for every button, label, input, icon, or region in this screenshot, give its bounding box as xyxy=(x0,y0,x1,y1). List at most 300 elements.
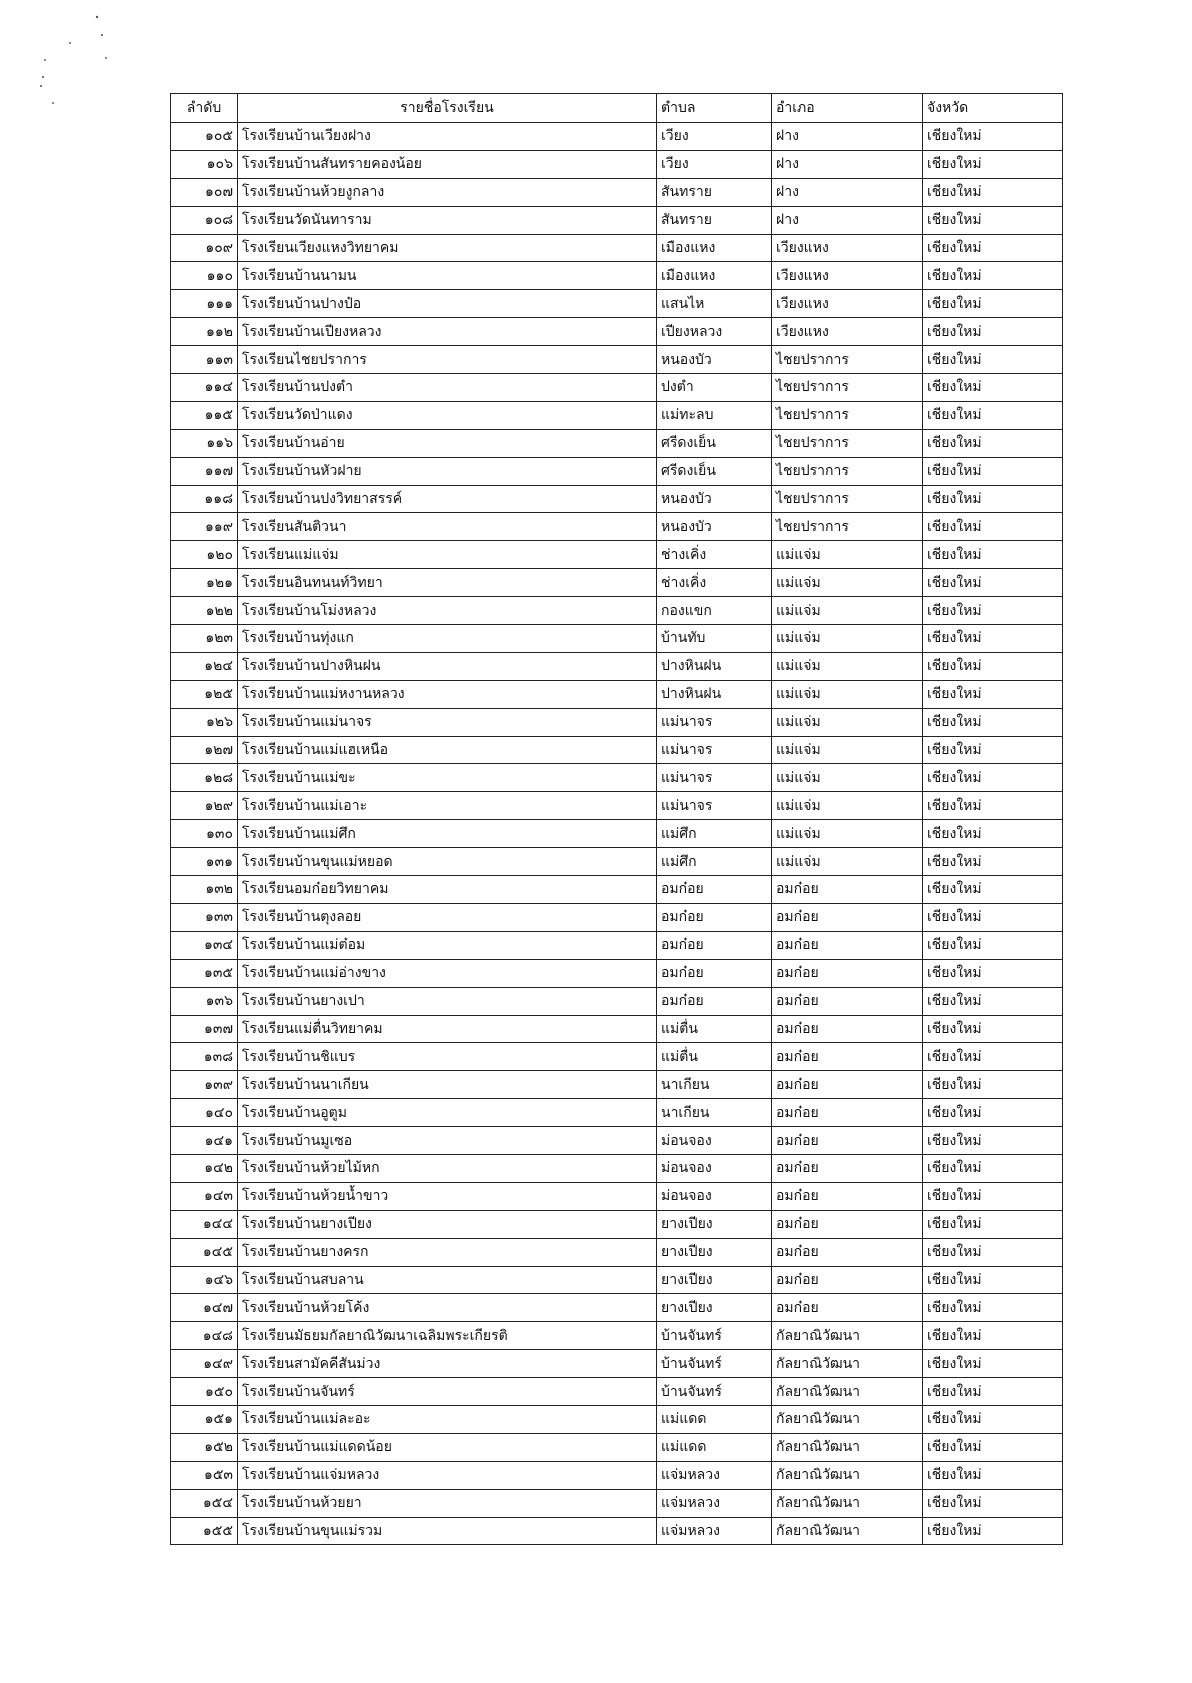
district: กัลยาณิวัฒนา xyxy=(772,1378,923,1406)
school-name: โรงเรียนบ้านนาเกียน xyxy=(238,1071,657,1099)
table-row xyxy=(171,1461,1063,1489)
row-number: ๑๐๕ xyxy=(171,123,238,151)
district: แม่แจ่ม xyxy=(772,820,923,848)
row-number: ๑๔๖ xyxy=(171,1266,238,1294)
province: เชียงใหม่ xyxy=(923,150,1063,178)
school-name: โรงเรียนบ้านแม่อ่างขาง xyxy=(238,959,657,987)
table-row xyxy=(171,429,1063,457)
subdistrict: ศรีดงเย็น xyxy=(657,457,772,485)
district: แม่แจ่ม xyxy=(772,708,923,736)
subdistrict: บ้านจันทร์ xyxy=(657,1350,772,1378)
district: แม่แจ่ม xyxy=(772,680,923,708)
district: กัลยาณิวัฒนา xyxy=(772,1489,923,1517)
row-number: ๑๕๑ xyxy=(171,1405,238,1433)
subdistrict: ช่างเคิ่ง xyxy=(657,541,772,569)
province: เชียงใหม่ xyxy=(923,401,1063,429)
table-row xyxy=(171,848,1063,876)
district: ไชยปราการ xyxy=(772,346,923,374)
district: แม่แจ่ม xyxy=(772,597,923,625)
row-number: ๑๒๑ xyxy=(171,569,238,597)
table-row xyxy=(171,1043,1063,1071)
subdistrict: ยางเปียง xyxy=(657,1238,772,1266)
subdistrict: หนองบัว xyxy=(657,346,772,374)
district: อมก๋อย xyxy=(772,1182,923,1210)
table-row xyxy=(171,485,1063,513)
province: เชียงใหม่ xyxy=(923,206,1063,234)
province: เชียงใหม่ xyxy=(923,1071,1063,1099)
province: เชียงใหม่ xyxy=(923,1294,1063,1322)
row-number: ๑๔๓ xyxy=(171,1182,238,1210)
row-number: ๑๑๒ xyxy=(171,318,238,346)
row-number: ๑๓๕ xyxy=(171,959,238,987)
district: ฝาง xyxy=(772,178,923,206)
school-name: โรงเรียนบ้านปางป๋อ xyxy=(238,290,657,318)
school-name: โรงเรียนบ้านปงวิทยาสรรค์ xyxy=(238,485,657,513)
row-number: ๑๒๓ xyxy=(171,625,238,653)
table-row xyxy=(171,513,1063,541)
subdistrict: ปางหินฝน xyxy=(657,652,772,680)
province: เชียงใหม่ xyxy=(923,1182,1063,1210)
table-row xyxy=(171,931,1063,959)
province: เชียงใหม่ xyxy=(923,1099,1063,1127)
school-name: โรงเรียนบ้านห้วยโค้ง xyxy=(238,1294,657,1322)
table-row xyxy=(171,1210,1063,1238)
subdistrict: บ้านจันทร์ xyxy=(657,1322,772,1350)
table-row xyxy=(171,820,1063,848)
province: เชียงใหม่ xyxy=(923,123,1063,151)
school-name: โรงเรียนไชยปราการ xyxy=(238,346,657,374)
table-row xyxy=(171,401,1063,429)
province: เชียงใหม่ xyxy=(923,1238,1063,1266)
table-row xyxy=(171,1071,1063,1099)
table-row xyxy=(171,234,1063,262)
row-number: ๑๔๘ xyxy=(171,1322,238,1350)
subdistrict: สันทราย xyxy=(657,206,772,234)
school-name: โรงเรียนบ้านแม่นาจร xyxy=(238,708,657,736)
subdistrict: แจ่มหลวง xyxy=(657,1489,772,1517)
table-row xyxy=(171,569,1063,597)
subdistrict: เมืองแหง xyxy=(657,234,772,262)
table-row xyxy=(171,178,1063,206)
table-row xyxy=(171,736,1063,764)
header-province: จังหวัด xyxy=(923,94,1063,123)
district: ฝาง xyxy=(772,206,923,234)
district: แม่แจ่ม xyxy=(772,652,923,680)
row-number: ๑๓๑ xyxy=(171,848,238,876)
table-row xyxy=(171,206,1063,234)
subdistrict: แม่ตื่น xyxy=(657,1015,772,1043)
table-row xyxy=(171,457,1063,485)
province: เชียงใหม่ xyxy=(923,541,1063,569)
school-name: โรงเรียนบ้านห้วยไม้หก xyxy=(238,1154,657,1182)
district: อมก๋อย xyxy=(772,903,923,931)
province: เชียงใหม่ xyxy=(923,178,1063,206)
school-name: โรงเรียนอินทนนท์วิทยา xyxy=(238,569,657,597)
table-row xyxy=(171,876,1063,904)
school-name: โรงเรียนบ้านแม่เอาะ xyxy=(238,792,657,820)
province: เชียงใหม่ xyxy=(923,1433,1063,1461)
province: เชียงใหม่ xyxy=(923,848,1063,876)
district: แม่แจ่ม xyxy=(772,625,923,653)
school-name: โรงเรียนบ้านจันทร์ xyxy=(238,1378,657,1406)
header-number: ลำดับ xyxy=(171,94,238,123)
subdistrict: เวียง xyxy=(657,150,772,178)
row-number: ๑๓๒ xyxy=(171,876,238,904)
district: ฝาง xyxy=(772,150,923,178)
row-number: ๑๓๔ xyxy=(171,931,238,959)
subdistrict: แม่แดด xyxy=(657,1433,772,1461)
district: อมก๋อย xyxy=(772,1099,923,1127)
table-row xyxy=(171,318,1063,346)
table-row xyxy=(171,1350,1063,1378)
district: กัลยาณิวัฒนา xyxy=(772,1517,923,1545)
school-name: โรงเรียนบ้านอูตูม xyxy=(238,1099,657,1127)
district: อมก๋อย xyxy=(772,987,923,1015)
row-number: ๑๒๖ xyxy=(171,708,238,736)
row-number: ๑๔๙ xyxy=(171,1350,238,1378)
province: เชียงใหม่ xyxy=(923,1043,1063,1071)
table-row xyxy=(171,903,1063,931)
school-name: โรงเรียนบ้านแม่ศึก xyxy=(238,820,657,848)
subdistrict: เมืองแหง xyxy=(657,262,772,290)
school-name: โรงเรียนบ้านยางเปียง xyxy=(238,1210,657,1238)
province: เชียงใหม่ xyxy=(923,597,1063,625)
table-row xyxy=(171,541,1063,569)
school-name: โรงเรียนบ้านห้วยน้ำขาว xyxy=(238,1182,657,1210)
school-name: โรงเรียนบ้านตุงลอย xyxy=(238,903,657,931)
subdistrict: นาเกียน xyxy=(657,1071,772,1099)
table-row xyxy=(171,1517,1063,1545)
district: ไชยปราการ xyxy=(772,374,923,402)
province: เชียงใหม่ xyxy=(923,987,1063,1015)
subdistrict: แม่ทะลบ xyxy=(657,401,772,429)
row-number: ๑๕๕ xyxy=(171,1517,238,1545)
row-number: ๑๑๔ xyxy=(171,374,238,402)
province: เชียงใหม่ xyxy=(923,1350,1063,1378)
province: เชียงใหม่ xyxy=(923,485,1063,513)
subdistrict: อมก๋อย xyxy=(657,987,772,1015)
row-number: ๑๓๓ xyxy=(171,903,238,931)
row-number: ๑๓๖ xyxy=(171,987,238,1015)
district: อมก๋อย xyxy=(772,1266,923,1294)
table-row xyxy=(171,597,1063,625)
district: กัลยาณิวัฒนา xyxy=(772,1433,923,1461)
row-number: ๑๔๐ xyxy=(171,1099,238,1127)
table-row xyxy=(171,374,1063,402)
subdistrict: ยางเปียง xyxy=(657,1266,772,1294)
school-list-table xyxy=(170,93,1063,1545)
subdistrict: ปงตำ xyxy=(657,374,772,402)
province: เชียงใหม่ xyxy=(923,1154,1063,1182)
table-row xyxy=(171,1015,1063,1043)
row-number: ๑๓๙ xyxy=(171,1071,238,1099)
row-number: ๑๑๗ xyxy=(171,457,238,485)
school-name: โรงเรียนบ้านขุนแม่หยอด xyxy=(238,848,657,876)
subdistrict: แม่ตื่น xyxy=(657,1043,772,1071)
district: ไชยปราการ xyxy=(772,485,923,513)
province: เชียงใหม่ xyxy=(923,1127,1063,1155)
district: อมก๋อย xyxy=(772,959,923,987)
district: อมก๋อย xyxy=(772,1043,923,1071)
school-name: โรงเรียนบ้านแม่ต๋อม xyxy=(238,931,657,959)
row-number: ๑๑๐ xyxy=(171,262,238,290)
row-number: ๑๕๐ xyxy=(171,1378,238,1406)
province: เชียงใหม่ xyxy=(923,234,1063,262)
header-school-name: รายชื่อโรงเรียน xyxy=(238,94,657,123)
table-row xyxy=(171,1405,1063,1433)
school-name: โรงเรียนสามัคคีสันม่วง xyxy=(238,1350,657,1378)
school-name: โรงเรียนบ้านสบลาน xyxy=(238,1266,657,1294)
district: ไชยปราการ xyxy=(772,401,923,429)
province: เชียงใหม่ xyxy=(923,262,1063,290)
district: อมก๋อย xyxy=(772,1015,923,1043)
row-number: ๑๑๙ xyxy=(171,513,238,541)
subdistrict: แม่นาจร xyxy=(657,708,772,736)
school-name: โรงเรียนบ้านห้วยยา xyxy=(238,1489,657,1517)
row-number: ๑๑๘ xyxy=(171,485,238,513)
subdistrict: บ้านทับ xyxy=(657,625,772,653)
row-number: ๑๐๗ xyxy=(171,178,238,206)
district: อมก๋อย xyxy=(772,931,923,959)
subdistrict: นาเกียน xyxy=(657,1099,772,1127)
subdistrict: อมก๋อย xyxy=(657,903,772,931)
school-name: โรงเรียนเวียงแหงวิทยาคม xyxy=(238,234,657,262)
province: เชียงใหม่ xyxy=(923,429,1063,457)
province: เชียงใหม่ xyxy=(923,1517,1063,1545)
subdistrict: ม่อนจอง xyxy=(657,1154,772,1182)
row-number: ๑๕๓ xyxy=(171,1461,238,1489)
subdistrict: ม่อนจอง xyxy=(657,1127,772,1155)
school-name: โรงเรียนบ้านขุนแม่รวม xyxy=(238,1517,657,1545)
school-name: โรงเรียนบ้านแม่แดดน้อย xyxy=(238,1433,657,1461)
province: เชียงใหม่ xyxy=(923,569,1063,597)
table-row xyxy=(171,652,1063,680)
row-number: ๑๐๘ xyxy=(171,206,238,234)
province: เชียงใหม่ xyxy=(923,1210,1063,1238)
district: อมก๋อย xyxy=(772,1238,923,1266)
province: เชียงใหม่ xyxy=(923,1266,1063,1294)
province: เชียงใหม่ xyxy=(923,374,1063,402)
district: อมก๋อย xyxy=(772,1127,923,1155)
school-name: โรงเรียนแม่แจ่ม xyxy=(238,541,657,569)
district: แม่แจ่ม xyxy=(772,792,923,820)
table-row xyxy=(171,1182,1063,1210)
subdistrict: ศรีดงเย็น xyxy=(657,429,772,457)
district: กัลยาณิวัฒนา xyxy=(772,1461,923,1489)
school-name: โรงเรียนสันติวนา xyxy=(238,513,657,541)
school-name: โรงเรียนบ้านห้วยงูกลาง xyxy=(238,178,657,206)
table-body xyxy=(171,123,1063,1545)
row-number: ๑๓๗ xyxy=(171,1015,238,1043)
subdistrict: ช่างเคิ่ง xyxy=(657,569,772,597)
row-number: ๑๔๒ xyxy=(171,1154,238,1182)
district: กัลยาณิวัฒนา xyxy=(772,1405,923,1433)
row-number: ๑๐๖ xyxy=(171,150,238,178)
province: เชียงใหม่ xyxy=(923,1461,1063,1489)
row-number: ๑๒๙ xyxy=(171,792,238,820)
table-row xyxy=(171,123,1063,151)
row-number: ๑๑๓ xyxy=(171,346,238,374)
subdistrict: เปียงหลวง xyxy=(657,318,772,346)
row-number: ๑๔๔ xyxy=(171,1210,238,1238)
province: เชียงใหม่ xyxy=(923,513,1063,541)
subdistrict: อมก๋อย xyxy=(657,931,772,959)
school-name: โรงเรียนบ้านแจ่มหลวง xyxy=(238,1461,657,1489)
district: อมก๋อย xyxy=(772,1071,923,1099)
school-name: โรงเรียนบ้านชิแบร xyxy=(238,1043,657,1071)
header-subdistrict: ตำบล xyxy=(657,94,772,123)
district: แม่แจ่ม xyxy=(772,764,923,792)
table-row xyxy=(171,1489,1063,1517)
province: เชียงใหม่ xyxy=(923,1405,1063,1433)
district: ไชยปราการ xyxy=(772,457,923,485)
table-row xyxy=(171,708,1063,736)
province: เชียงใหม่ xyxy=(923,820,1063,848)
subdistrict: อมก๋อย xyxy=(657,876,772,904)
subdistrict: แจ่มหลวง xyxy=(657,1517,772,1545)
subdistrict: แม่แดด xyxy=(657,1405,772,1433)
school-name: โรงเรียนบ้านหัวฝาย xyxy=(238,457,657,485)
school-name: โรงเรียนวัดนันทาราม xyxy=(238,206,657,234)
school-name: โรงเรียนบ้านเปียงหลวง xyxy=(238,318,657,346)
province: เชียงใหม่ xyxy=(923,1015,1063,1043)
row-number: ๑๐๙ xyxy=(171,234,238,262)
subdistrict: แจ่มหลวง xyxy=(657,1461,772,1489)
table-header-row xyxy=(171,94,1063,123)
subdistrict: กองแขก xyxy=(657,597,772,625)
table-row xyxy=(171,987,1063,1015)
school-name: โรงเรียนบ้านแม่แฮเหนือ xyxy=(238,736,657,764)
school-name: โรงเรียนบ้านสันทรายคองน้อย xyxy=(238,150,657,178)
district: แม่แจ่ม xyxy=(772,569,923,597)
subdistrict: เวียง xyxy=(657,123,772,151)
province: เชียงใหม่ xyxy=(923,959,1063,987)
province: เชียงใหม่ xyxy=(923,457,1063,485)
district: ไชยปราการ xyxy=(772,429,923,457)
table-row xyxy=(171,262,1063,290)
province: เชียงใหม่ xyxy=(923,764,1063,792)
district: ไชยปราการ xyxy=(772,513,923,541)
province: เชียงใหม่ xyxy=(923,736,1063,764)
subdistrict: แม่ศึก xyxy=(657,820,772,848)
district: กัลยาณิวัฒนา xyxy=(772,1350,923,1378)
school-name: โรงเรียนบ้านอ่าย xyxy=(238,429,657,457)
school-name: โรงเรียนบ้านยางเปา xyxy=(238,987,657,1015)
row-number: ๑๒๕ xyxy=(171,680,238,708)
province: เชียงใหม่ xyxy=(923,625,1063,653)
row-number: ๑๓๐ xyxy=(171,820,238,848)
school-name: โรงเรียนมัธยมกัลยาณิวัฒนาเฉลิมพระเกียรติ xyxy=(238,1322,657,1350)
school-name: โรงเรียนแม่ตื่นวิทยาคม xyxy=(238,1015,657,1043)
table-row xyxy=(171,1294,1063,1322)
subdistrict: แม่ศึก xyxy=(657,848,772,876)
district: อมก๋อย xyxy=(772,1210,923,1238)
province: เชียงใหม่ xyxy=(923,1322,1063,1350)
table-row xyxy=(171,680,1063,708)
district: อมก๋อย xyxy=(772,1294,923,1322)
subdistrict: ปางหินฝน xyxy=(657,680,772,708)
table-row xyxy=(171,1433,1063,1461)
school-name: โรงเรียนบ้านยางครก xyxy=(238,1238,657,1266)
district: เวียงแหง xyxy=(772,234,923,262)
row-number: ๑๑๕ xyxy=(171,401,238,429)
school-name: โรงเรียนบ้านปางหินฝน xyxy=(238,652,657,680)
table-row xyxy=(171,1127,1063,1155)
subdistrict: สันทราย xyxy=(657,178,772,206)
table-row xyxy=(171,1322,1063,1350)
row-number: ๑๒๔ xyxy=(171,652,238,680)
province: เชียงใหม่ xyxy=(923,876,1063,904)
row-number: ๑๒๗ xyxy=(171,736,238,764)
province: เชียงใหม่ xyxy=(923,792,1063,820)
subdistrict: แม่นาจร xyxy=(657,736,772,764)
school-name: โรงเรียนบ้านเวียงฝาง xyxy=(238,123,657,151)
subdistrict: แม่นาจร xyxy=(657,764,772,792)
row-number: ๑๒๘ xyxy=(171,764,238,792)
subdistrict: หนองบัว xyxy=(657,485,772,513)
province: เชียงใหม่ xyxy=(923,346,1063,374)
district: อมก๋อย xyxy=(772,1154,923,1182)
school-name: โรงเรียนบ้านแม่ละอะ xyxy=(238,1405,657,1433)
district: แม่แจ่ม xyxy=(772,736,923,764)
province: เชียงใหม่ xyxy=(923,1378,1063,1406)
district: ฝาง xyxy=(772,123,923,151)
table-row xyxy=(171,1378,1063,1406)
subdistrict: บ้านจันทร์ xyxy=(657,1378,772,1406)
row-number: ๑๔๕ xyxy=(171,1238,238,1266)
scan-specks xyxy=(0,0,160,120)
table-row xyxy=(171,959,1063,987)
row-number: ๑๑๖ xyxy=(171,429,238,457)
district: เวียงแหง xyxy=(772,262,923,290)
school-name: โรงเรียนบ้านปงตำ xyxy=(238,374,657,402)
school-name: โรงเรียนบ้านแม่หงานหลวง xyxy=(238,680,657,708)
province: เชียงใหม่ xyxy=(923,931,1063,959)
province: เชียงใหม่ xyxy=(923,708,1063,736)
province: เชียงใหม่ xyxy=(923,318,1063,346)
province: เชียงใหม่ xyxy=(923,652,1063,680)
subdistrict: อมก๋อย xyxy=(657,959,772,987)
table-row xyxy=(171,150,1063,178)
table-row xyxy=(171,1266,1063,1294)
row-number: ๑๒๒ xyxy=(171,597,238,625)
row-number: ๑๓๘ xyxy=(171,1043,238,1071)
row-number: ๑๒๐ xyxy=(171,541,238,569)
row-number: ๑๕๒ xyxy=(171,1433,238,1461)
district: แม่แจ่ม xyxy=(772,541,923,569)
province: เชียงใหม่ xyxy=(923,290,1063,318)
subdistrict: ยางเปียง xyxy=(657,1294,772,1322)
subdistrict: ยางเปียง xyxy=(657,1210,772,1238)
table-row xyxy=(171,792,1063,820)
subdistrict: หนองบัว xyxy=(657,513,772,541)
table-row xyxy=(171,1099,1063,1127)
district: เวียงแหง xyxy=(772,290,923,318)
school-name: โรงเรียนบ้านทุ่งแก xyxy=(238,625,657,653)
table-row xyxy=(171,346,1063,374)
district: แม่แจ่ม xyxy=(772,848,923,876)
row-number: ๑๑๑ xyxy=(171,290,238,318)
row-number: ๑๔๑ xyxy=(171,1127,238,1155)
school-name: โรงเรียนบ้านโม่งหลวง xyxy=(238,597,657,625)
table-row xyxy=(171,625,1063,653)
table-row xyxy=(171,290,1063,318)
school-name: โรงเรียนบ้านนามน xyxy=(238,262,657,290)
subdistrict: ม่อนจอง xyxy=(657,1182,772,1210)
school-name: โรงเรียนอมก๋อยวิทยาคม xyxy=(238,876,657,904)
school-name: โรงเรียนวัดป่าแดง xyxy=(238,401,657,429)
district: กัลยาณิวัฒนา xyxy=(772,1322,923,1350)
